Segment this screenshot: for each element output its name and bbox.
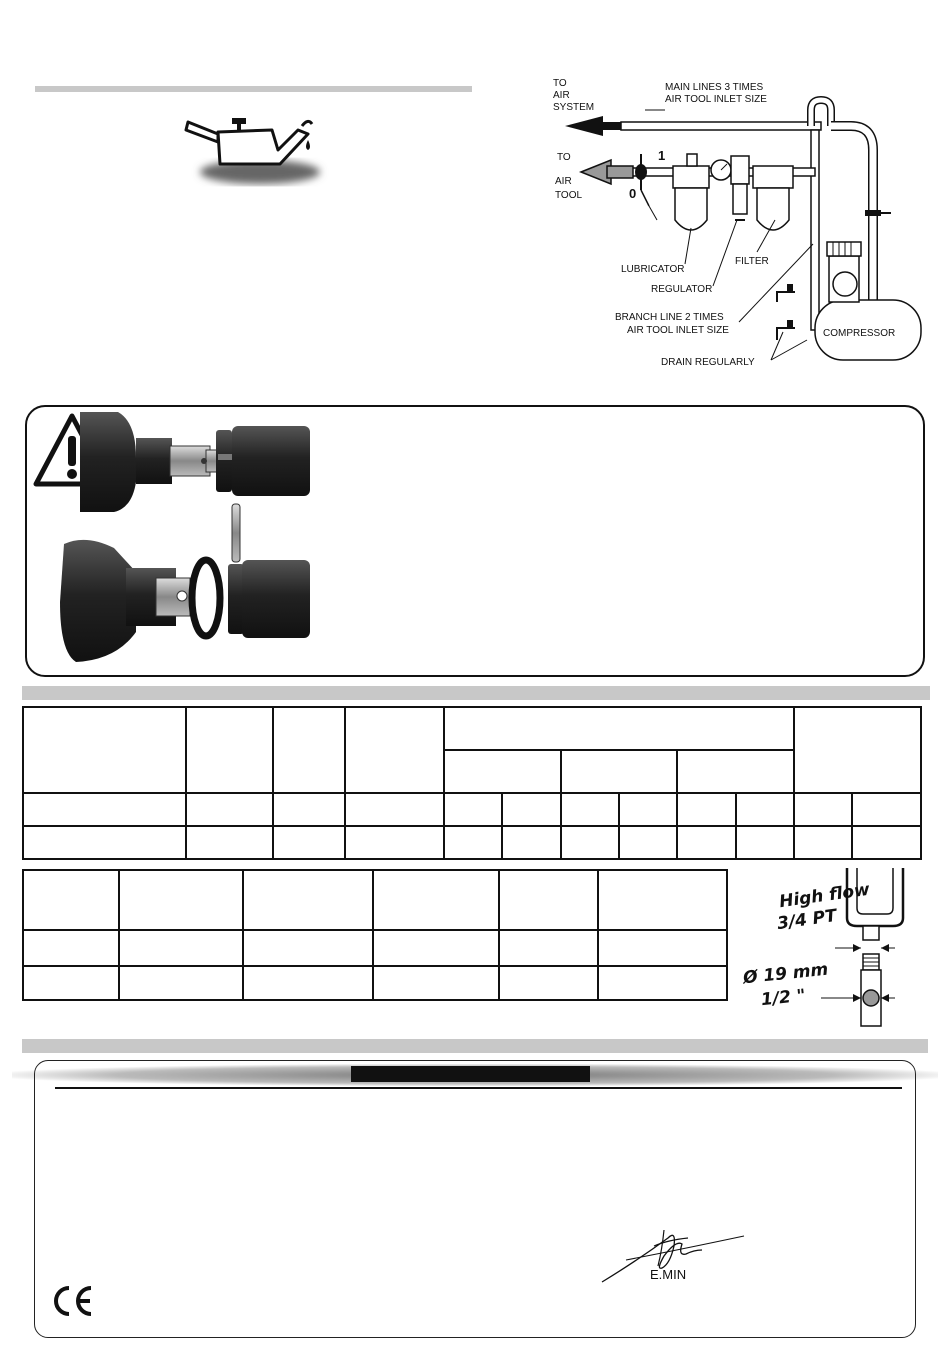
spec-cell — [561, 826, 619, 859]
spec-cell — [619, 793, 677, 826]
socket-assembly-illustration — [56, 412, 326, 671]
spec-header-cell — [345, 707, 444, 793]
spec-header-cell — [23, 707, 186, 793]
spec-table-row — [23, 826, 921, 859]
thread-size-label: 3/4 PT — [775, 905, 838, 935]
spec2-cell — [598, 930, 727, 966]
spec2-header-cell — [119, 870, 244, 930]
spec2-row — [23, 966, 727, 1000]
compressor-label: COMPRESSOR — [823, 328, 896, 339]
signature-name: E.MIN — [650, 1267, 687, 1282]
to-air-tool-label-3: TOOL — [555, 190, 583, 201]
spec-cell — [345, 793, 444, 826]
spec-cell — [186, 793, 273, 826]
spec-table-header-row-1 — [23, 707, 921, 750]
spec-cell — [502, 826, 560, 859]
spec2-cell — [499, 930, 599, 966]
spec-cell — [186, 826, 273, 859]
spec-subheader-cell — [561, 750, 678, 793]
high-flow-label: High flow — [778, 879, 871, 913]
drain-label: DRAIN REGULARLY — [661, 357, 755, 368]
declaration-section-rule — [22, 1039, 928, 1053]
spec-table-secondary — [22, 869, 728, 1001]
spec-table-main — [22, 706, 922, 860]
spec-section-rule — [22, 686, 930, 700]
top-left-rule — [35, 86, 472, 92]
spec2-cell — [499, 966, 599, 1000]
spec-subheader-cell — [677, 750, 794, 793]
spec-cell — [273, 826, 345, 859]
spec2-header-cell — [598, 870, 727, 930]
spec2-cell — [373, 966, 499, 1000]
spec-cell — [502, 793, 560, 826]
valve-open-label: 1 — [658, 148, 666, 163]
spec-cell — [736, 793, 794, 826]
to-air-system-label-1: TO — [553, 78, 567, 89]
spec2-header-cell — [243, 870, 373, 930]
to-air-tool-label-2: AIR — [555, 176, 572, 187]
spec-subheader-cell — [444, 750, 561, 793]
declaration-panel — [34, 1060, 916, 1338]
spec2-cell — [373, 930, 499, 966]
spec2-row — [23, 930, 727, 966]
spec-cell — [677, 826, 735, 859]
declaration-header-line — [55, 1087, 902, 1089]
valve-closed-label: 0 — [629, 186, 637, 201]
spec-cell — [736, 826, 794, 859]
spec-cell — [273, 793, 345, 826]
spec-cell — [852, 826, 921, 859]
declaration-title-bar — [351, 1066, 590, 1082]
spec2-cell — [243, 966, 373, 1000]
spec-cell — [561, 793, 619, 826]
spec-cell — [444, 826, 502, 859]
spec-header-cell — [273, 707, 345, 793]
lubricator-label: LUBRICATOR — [621, 264, 685, 275]
regulator-label: REGULATOR — [651, 284, 713, 295]
spec2-cell — [23, 930, 119, 966]
to-air-system-label-2: AIR — [553, 90, 570, 101]
spec2-cell — [23, 966, 119, 1000]
spec2-cell — [119, 930, 244, 966]
spec2-header-cell — [23, 870, 119, 930]
spec-header-group-cell — [444, 707, 794, 750]
hose-inch-label: 1/2 " — [760, 985, 807, 1011]
hose-diameter-label: Ø 19 mm — [742, 959, 830, 989]
spec-cell — [345, 826, 444, 859]
spec-cell — [794, 826, 852, 859]
ce-mark-icon — [50, 1284, 96, 1323]
spec2-cell — [243, 930, 373, 966]
air-system-diagram — [545, 70, 935, 380]
spec-cell — [23, 826, 186, 859]
spec-cell — [444, 793, 502, 826]
spec2-header-cell — [499, 870, 599, 930]
spec-cell — [23, 793, 186, 826]
to-air-system-label-3: SYSTEM — [553, 102, 595, 113]
hose-fitting-diagram — [735, 862, 935, 1032]
spec2-header-row — [23, 870, 727, 930]
branch-line-label-2: AIR TOOL INLET SIZE — [627, 325, 729, 336]
spec-cell — [677, 793, 735, 826]
main-lines-label-1: MAIN LINES 3 TIMES — [665, 82, 764, 93]
oil-can-icon — [180, 110, 340, 195]
spec-cell — [619, 826, 677, 859]
main-lines-label-2: AIR TOOL INLET SIZE — [665, 94, 767, 105]
spec-cell — [852, 793, 921, 826]
filter-label: FILTER — [735, 256, 769, 267]
branch-line-label-1: BRANCH LINE 2 TIMES — [615, 312, 724, 323]
spec2-header-cell — [373, 870, 499, 930]
spec-header-cell — [794, 707, 921, 793]
spec2-cell — [598, 966, 727, 1000]
spec-cell — [794, 793, 852, 826]
spec-header-cell — [186, 707, 273, 793]
spec-table-row — [23, 793, 921, 826]
to-air-tool-label-1: TO — [557, 152, 571, 163]
spec2-cell — [119, 966, 244, 1000]
